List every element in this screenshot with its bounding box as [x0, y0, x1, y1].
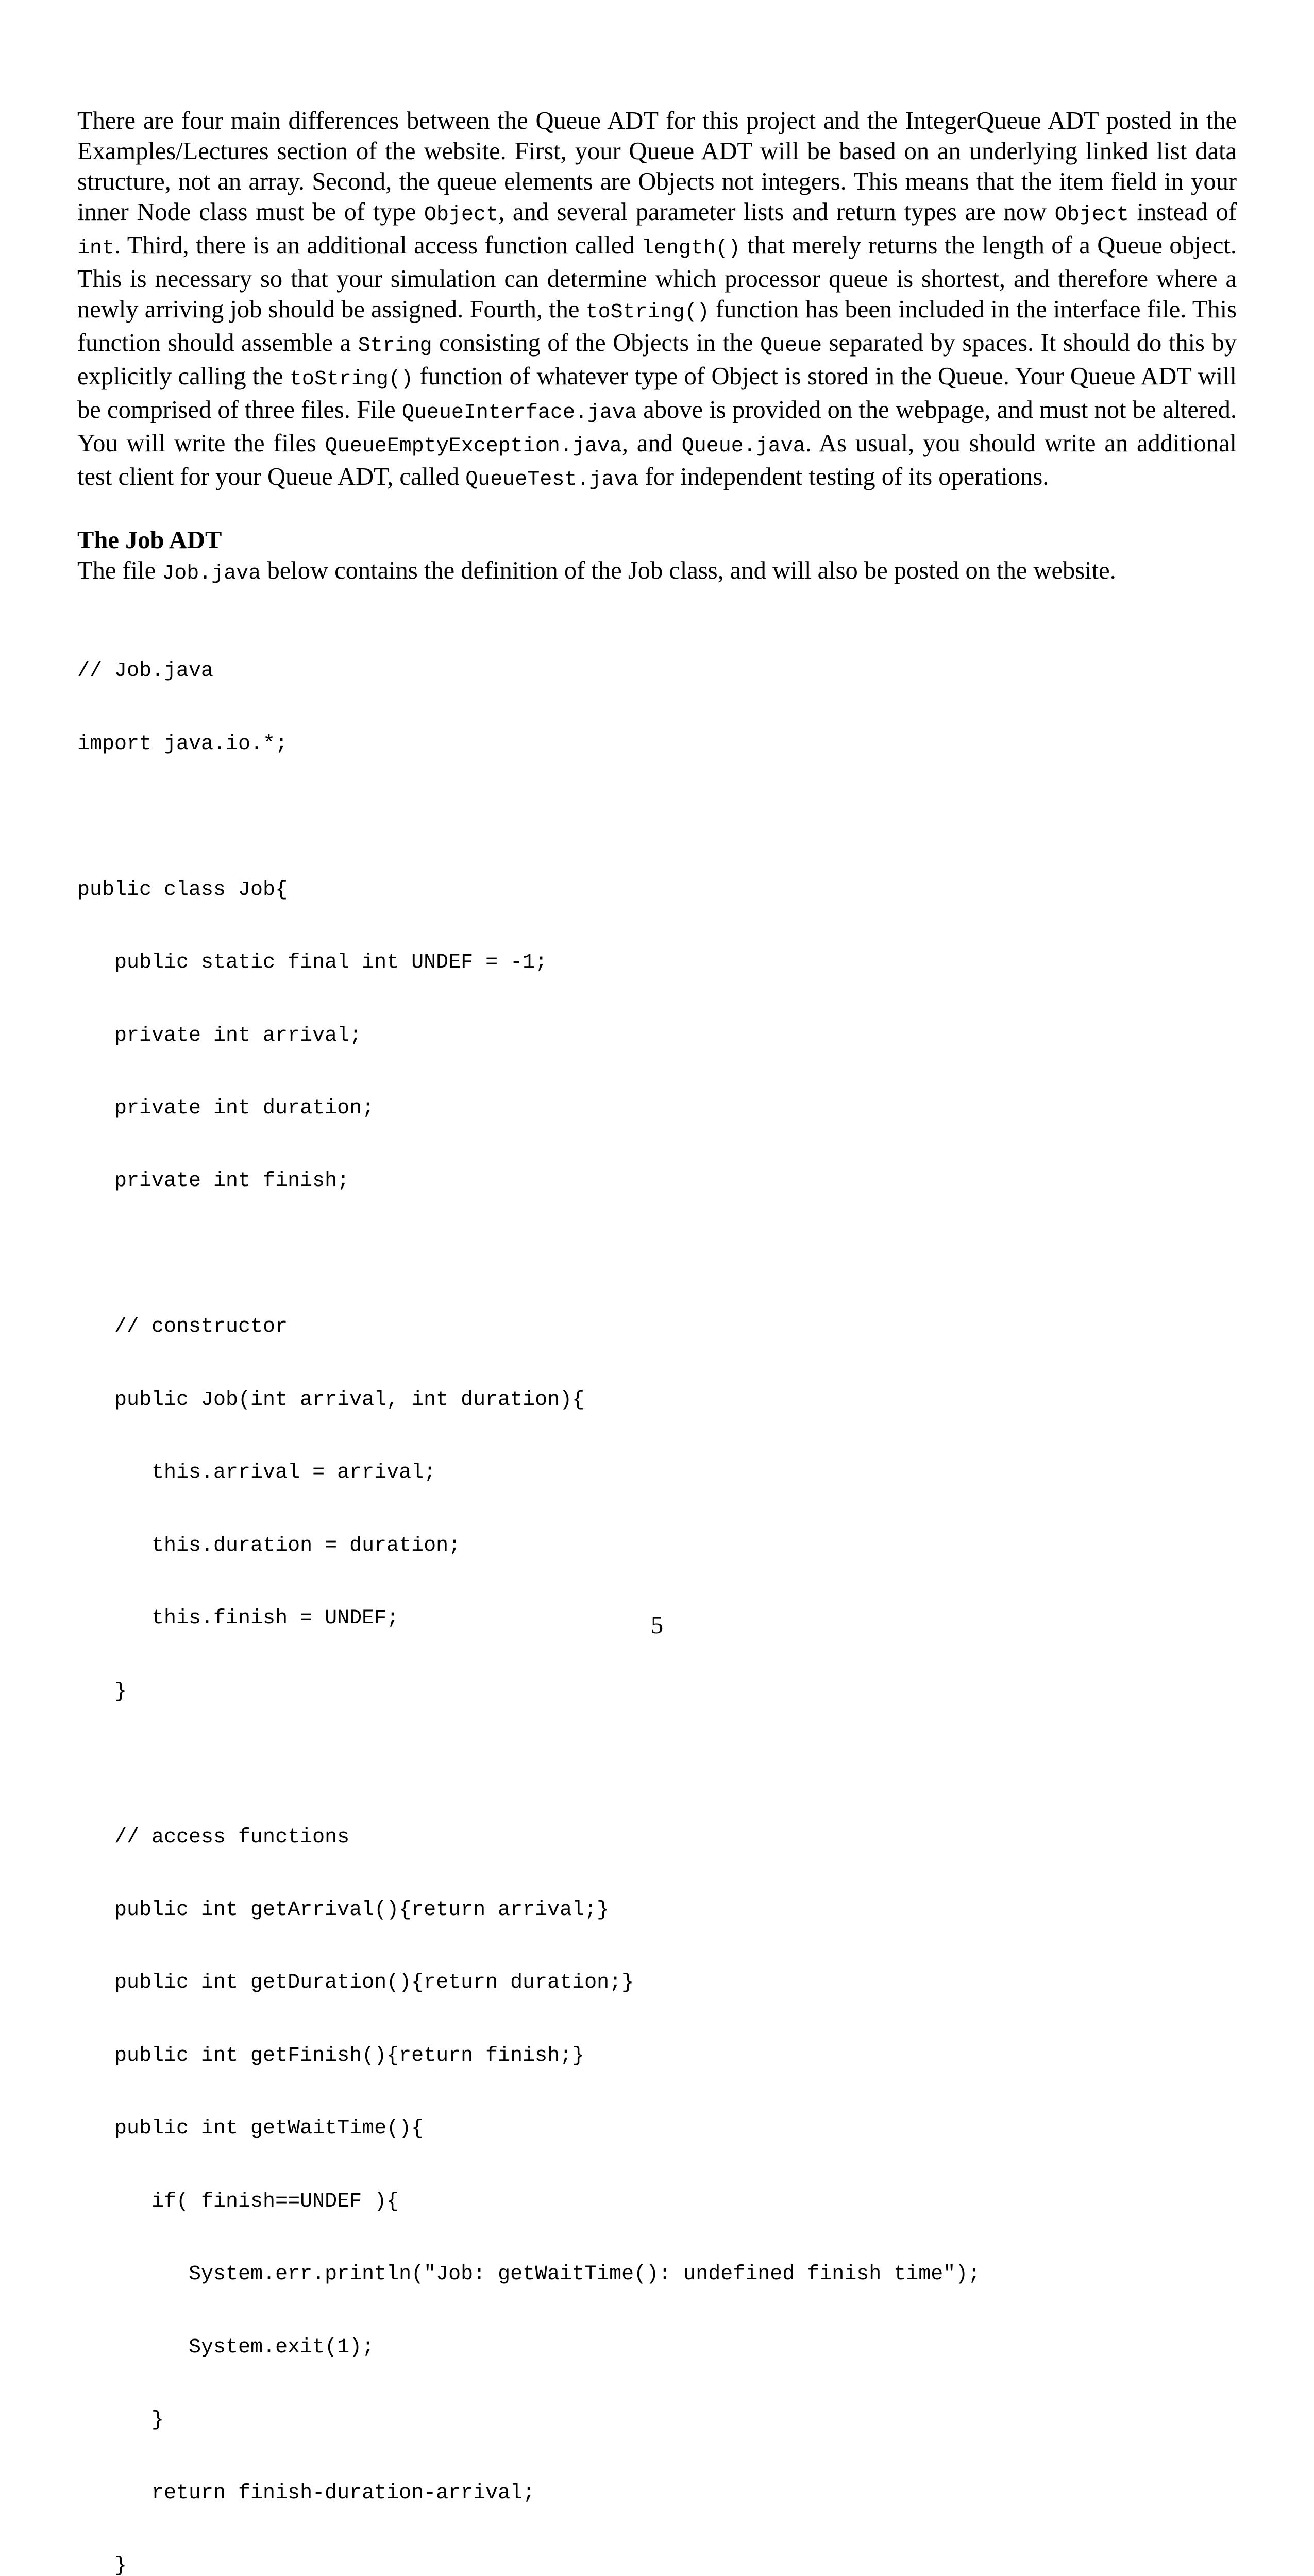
code-line: this.arrival = arrival; [77, 1461, 436, 1485]
code-line: public int getWaitTime(){ [77, 2117, 424, 2141]
code-line: } [77, 2409, 164, 2432]
section-lead [77, 555, 1237, 589]
code-line: if( finish==UNDEF ){ [77, 2190, 399, 2213]
inline-code: Job.java [162, 562, 261, 585]
code-line: return finish-duration-arrival; [77, 2481, 535, 2505]
inline-code: length() [641, 237, 740, 260]
code-line: // access functions [77, 1825, 350, 1849]
inline-code: String [358, 334, 432, 358]
code-line: public int getArrival(){return arrival;} [77, 1899, 610, 1922]
inline-code: toString() [289, 368, 413, 391]
text-run: function has been included in the interface file. This function should assemble a [77, 296, 1237, 357]
code-line: } [77, 2554, 127, 2576]
inline-code: Object [1054, 204, 1129, 227]
code-line: private int arrival; [77, 1024, 362, 1047]
inline-code: QueueEmptyException.java [325, 435, 622, 458]
text-run: , and [621, 430, 682, 457]
code-line: System.err.println("Job: getWaitTime(): undefined finish time"); [77, 2263, 981, 2286]
text-run: separated by spaces. It should do this by explicitly calling the [77, 329, 1237, 390]
text-run: consisting of the Objects in the [432, 329, 761, 357]
code-line: private int finish; [77, 1170, 350, 1193]
page-number: 5 [650, 1612, 664, 1639]
code-line: // constructor [77, 1315, 288, 1339]
text-run: above is provided on the webpage, and must not be altered. You will write the files [77, 396, 1237, 457]
intro-paragraph [77, 106, 1237, 495]
inline-code: Object [424, 204, 499, 227]
code-line: System.exit(1); [77, 2335, 375, 2359]
code-line: this.finish = UNDEF; [77, 1607, 399, 1631]
code-line [77, 805, 1237, 829]
code-line [77, 1752, 1237, 1776]
text-run: for independent testing of its operations. [638, 463, 1049, 490]
inline-code: toString() [585, 301, 710, 324]
text-run: , and several parameter lists and return types are now [498, 198, 1055, 226]
code-line: public class Job{ [77, 878, 288, 902]
text-run: function of whatever type of Object is stored in the Queue. Your Queue ADT will be comprised of three files. File [77, 363, 1237, 423]
inline-code: int [77, 237, 115, 260]
code-line [77, 1242, 1237, 1266]
code-line: import java.io.*; [77, 732, 288, 756]
code-line: private int duration; [77, 1097, 375, 1121]
section-heading: The Job ADT [77, 527, 222, 554]
inline-code: QueueInterface.java [401, 401, 637, 425]
text-run: below contains the definition of the Job class, and will also be posted on the website. [261, 557, 1116, 584]
text-run: that merely returns the length of a Queue object. This is necessary so that your simulation can determine which processor queue is shortest, and therefore where a newly arriving job should be assigned. Fourth, the [77, 232, 1237, 323]
text-run: . Third, there is an additional access function called [114, 232, 642, 259]
code-line: this.duration = duration; [77, 1534, 461, 1557]
text-run: . As usual, you should write an additional test client for your Queue ADT, called [77, 430, 1237, 490]
code-line: public Job(int arrival, int duration){ [77, 1388, 585, 1412]
text-run: The file [77, 557, 162, 584]
text-run: instead of [1128, 198, 1237, 226]
inline-code: Queue.java [681, 435, 805, 458]
code-listing [77, 611, 1237, 2576]
inline-code: Queue [760, 334, 822, 358]
code-line: public static final int UNDEF = -1; [77, 951, 548, 975]
document-page [77, 106, 1237, 2576]
code-line: public int getFinish(){return finish;} [77, 2044, 585, 2067]
inline-code: QueueTest.java [465, 468, 639, 492]
text-run: There are four main differences between the Queue ADT for this project and the IntegerQueue ADT posted in the Examples/Lectures section of the website. First, your Queue ADT will be based on an underlying linked list data structure, not an array. Second, the queue elements are Objects not integers. This means that the item field in your inner Node class must be of type [77, 107, 1237, 226]
code-line: // Job.java [77, 659, 214, 683]
code-line: } [77, 1680, 127, 1703]
code-line: public int getDuration(){return duration;} [77, 1971, 634, 1995]
